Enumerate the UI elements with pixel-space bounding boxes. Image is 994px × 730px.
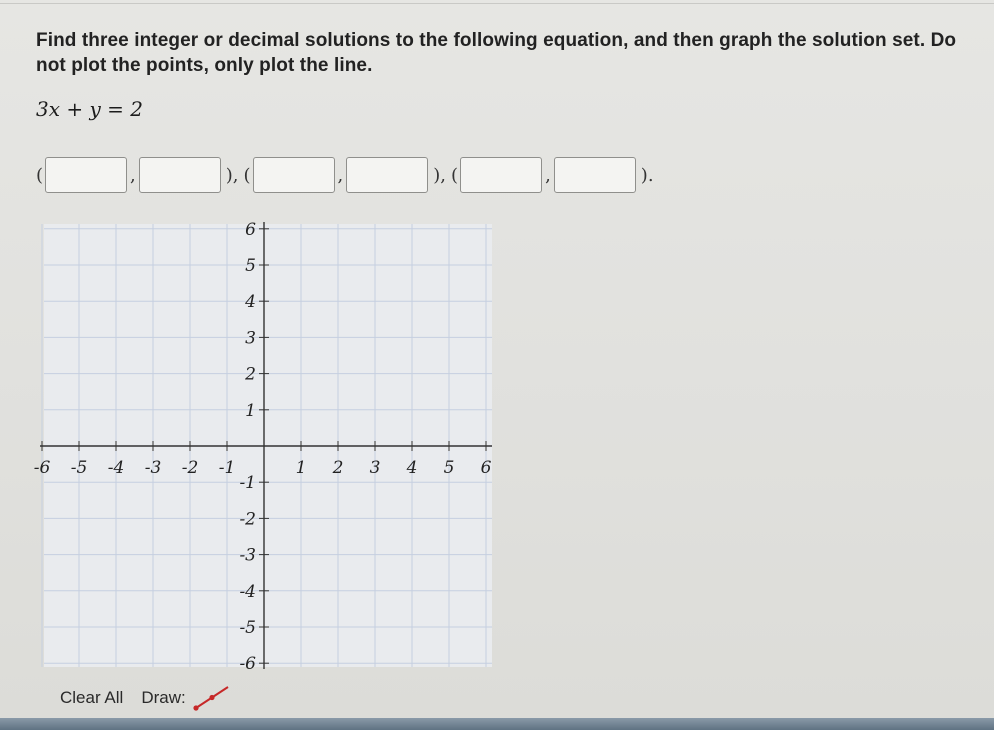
y-tick-label: 1 — [245, 400, 256, 421]
x-tick-label: -1 — [218, 458, 236, 478]
graph-toolbar — [52, 682, 232, 714]
x-tick-label: 3 — [369, 458, 381, 478]
x-tick-label: 4 — [406, 458, 418, 478]
clear-all-button[interactable]: Clear All — [52, 683, 131, 713]
coordinate-grid[interactable] — [0, 212, 520, 682]
top-divider — [0, 3, 994, 4]
comma-3: , — [545, 164, 551, 186]
draw-label: Draw: — [141, 688, 186, 707]
x-tick-label: -2 — [181, 458, 199, 478]
line-segment-icon — [192, 683, 232, 713]
y-tick-label: 6 — [245, 219, 256, 240]
y-tick-label: -3 — [239, 545, 256, 566]
y-tick-label: 5 — [245, 256, 256, 276]
point-3-x-input[interactable] — [460, 157, 542, 193]
close-paren-1: ), — [225, 164, 239, 186]
open-paren-3: ( — [451, 164, 459, 186]
question-prompt: Find three integer or decimal solutions to the following equation, and then graph the solution set. Do not plot the points, only plot the line. — [36, 30, 957, 76]
x-tick-label: 6 — [480, 458, 492, 478]
x-tick-label: -6 — [33, 458, 51, 478]
y-tick-label: -2 — [239, 509, 256, 530]
line-segment-tool-button[interactable] — [192, 683, 232, 713]
x-tick-label: -5 — [70, 458, 88, 478]
y-tick-label: -6 — [239, 654, 256, 675]
y-tick-label: -5 — [239, 618, 256, 638]
equation: 3x + y = 2 — [36, 97, 143, 121]
point-2-y-input[interactable] — [346, 157, 428, 193]
y-tick-label: -4 — [239, 581, 256, 602]
x-tick-label: 5 — [443, 458, 455, 478]
y-tick-label: 2 — [245, 364, 256, 385]
y-tick-label: 3 — [245, 328, 256, 349]
bottom-bar — [0, 718, 994, 730]
y-tick-label: -1 — [239, 473, 256, 494]
point-3-y-input[interactable] — [554, 157, 636, 193]
open-paren-1: ( — [36, 164, 44, 186]
point-1-x-input[interactable] — [45, 157, 127, 193]
point-2-x-input[interactable] — [253, 157, 335, 193]
x-tick-label: -3 — [144, 458, 162, 478]
comma-2: , — [337, 164, 344, 186]
x-tick-label: 1 — [295, 458, 307, 478]
point-1-y-input[interactable] — [139, 157, 221, 193]
y-tick-label: 4 — [245, 292, 256, 313]
answer-row — [36, 153, 659, 197]
comma-1: , — [130, 164, 136, 186]
x-tick-label: -4 — [107, 458, 125, 478]
open-paren-2: ( — [243, 164, 251, 186]
close-paren-2: ), — [433, 164, 447, 186]
graph-area[interactable] — [0, 212, 520, 682]
close-paren-3: ). — [640, 164, 654, 186]
x-tick-label: 2 — [332, 458, 344, 478]
